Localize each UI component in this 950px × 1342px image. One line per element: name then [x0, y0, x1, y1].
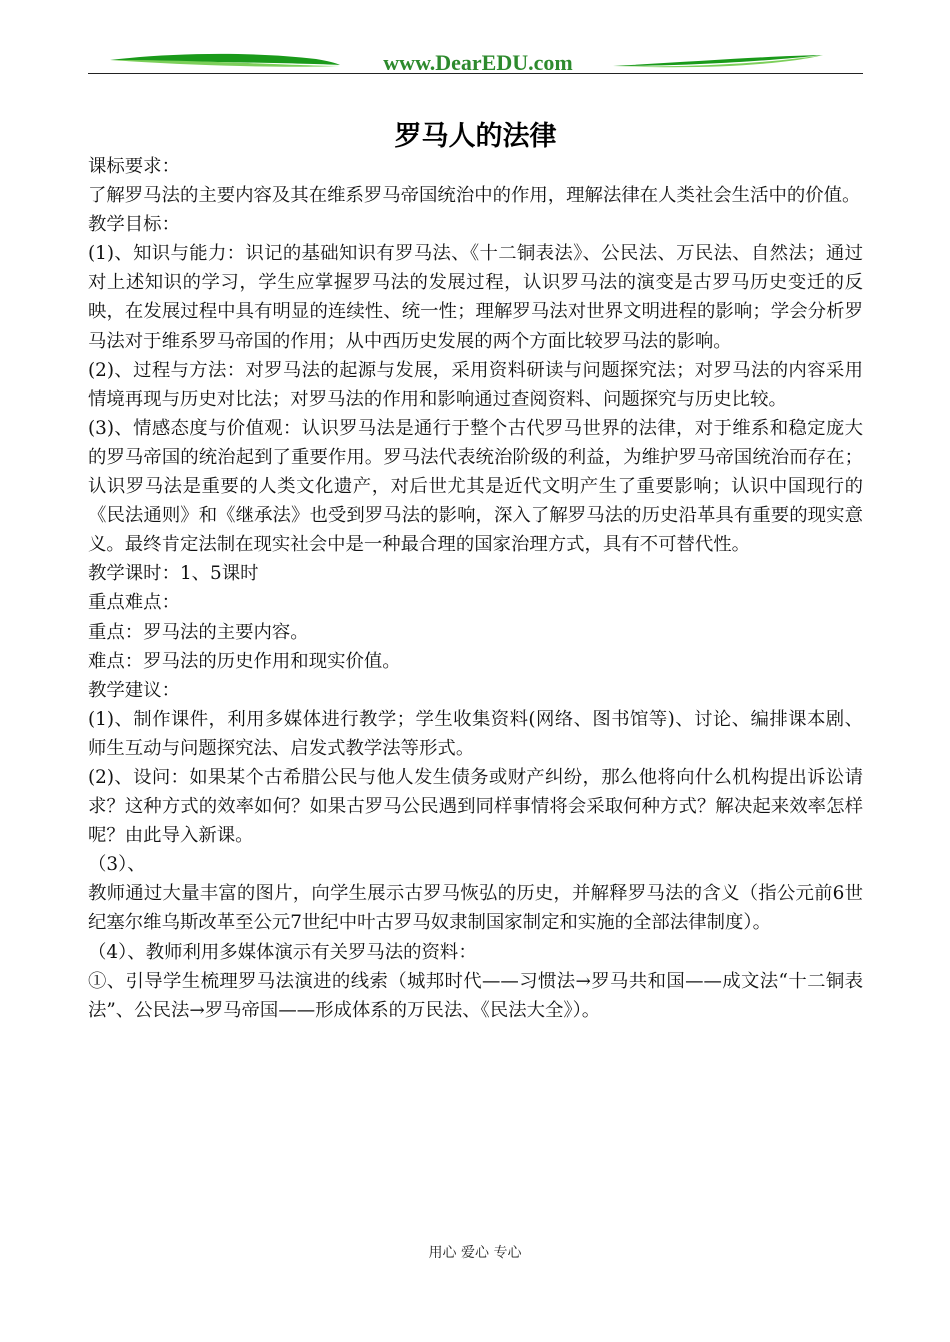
paragraph-difficult-point: 难点：罗马法的历史作用和现实价值。 [88, 650, 401, 672]
paragraph-suggestion-1: (1)、制作课件，利用多媒体进行教学；学生收集资料(网络、图书馆等)、讨论、编排课本剧、师生互动与问题探究法、启发式教学法等形式。 [88, 708, 863, 759]
section-heading-standards: 课标要求： [88, 156, 180, 177]
paragraph-suggestion-2: (2)、设问：如果某个古希腊公民与他人发生债务或财产纠纷，那么他将向什么机构提出诉讼请求？这种方式的效率如何？如果古罗马公民遇到同样事情将会采取何种方式？解决起来效率怎样呢？由此导入新课。 [88, 766, 863, 847]
paragraph-suggestion-3-label: （3）、 [88, 854, 146, 876]
header-swoosh-graphic [88, 46, 863, 80]
paragraph-objective-process: (2)、过程与方法：对罗马法的起源与发展，采用资料研读与问题探究法；对罗马法的内容采用情境再现与历史对比法；对罗马法的作用和影响通过查阅资料、问题探究与历史比较。 [88, 359, 863, 410]
header-divider [88, 73, 863, 74]
paragraph-suggestion-4-item-1: ①、引导学生梳理罗马法演进的线索（城邦时代——习惯法→罗马共和国——成文法“十二铜表法”、公民法→罗马帝国——形成体系的万民法、《民法大全》）。 [88, 970, 863, 1021]
paragraph-objective-values: (3)、情感态度与价值观：认识罗马法是通行于整个古代罗马世界的法律，对于维系和稳定庞大的罗马帝国的统治起到了重要作用。罗马法代表统治阶级的利益，为维护罗马帝国统治而存在；认识罗马法是重要的人类文化遗产，对后世尤其是近代文明产生了重要影响；认识中国现行的《民法通则》和《继承法》也受到罗马法的影响，深入了解罗马法的历史沿革具有重要的现实意义。最终肯定法制在现实社会中是一种最合理的国家治理方式，具有不可替代性。 [88, 417, 863, 556]
section-heading-suggestions: 教学建议： [88, 679, 180, 701]
header-banner [88, 46, 863, 80]
paragraph-suggestion-4: （4）、教师利用多媒体演示有关罗马法的资料： [88, 941, 477, 963]
paragraph-class-hours: 教学课时：1、5课时 [88, 563, 259, 585]
paragraph-key-point: 重点：罗马法的主要内容。 [88, 621, 309, 643]
paragraph-objective-knowledge: (1)、知识与能力：识记的基础知识有罗马法、《十二铜表法》、公民法、万民法、自然法；通过对上述知识的学习，学生应掌握罗马法的发展过程，认识罗马法的演变是古罗马历史变迁的反映，在发展过程中具有明显的连续性、统一性；理解罗马法对世界文明进程的影响；学会分析罗马法对于维系罗马帝国的作用；从中西历史发展的两个方面比较罗马法的影响。 [88, 243, 863, 352]
section-heading-key-points: 重点难点： [88, 592, 180, 614]
document-body [88, 152, 863, 1025]
header-logo-text: www.DearEDU.com [383, 50, 573, 75]
page-footer: 用心 爱心 专心 [428, 1245, 522, 1261]
paragraph-suggestion-3: 教师通过大量丰富的图片，向学生展示古罗马恢弘的历史，并解释罗马法的含义（指公元前6世纪塞尔维乌斯改革至公元7世纪中叶古罗马奴隶制国家制定和实施的全部法律制度）。 [88, 883, 863, 934]
paragraph-standards: 了解罗马法的主要内容及其在维系罗马帝国统治中的作用，理解法律在人类社会生活中的价值。 [88, 185, 861, 207]
section-heading-objectives: 教学目标： [88, 214, 180, 236]
page-title: 罗马人的法律 [394, 121, 557, 152]
